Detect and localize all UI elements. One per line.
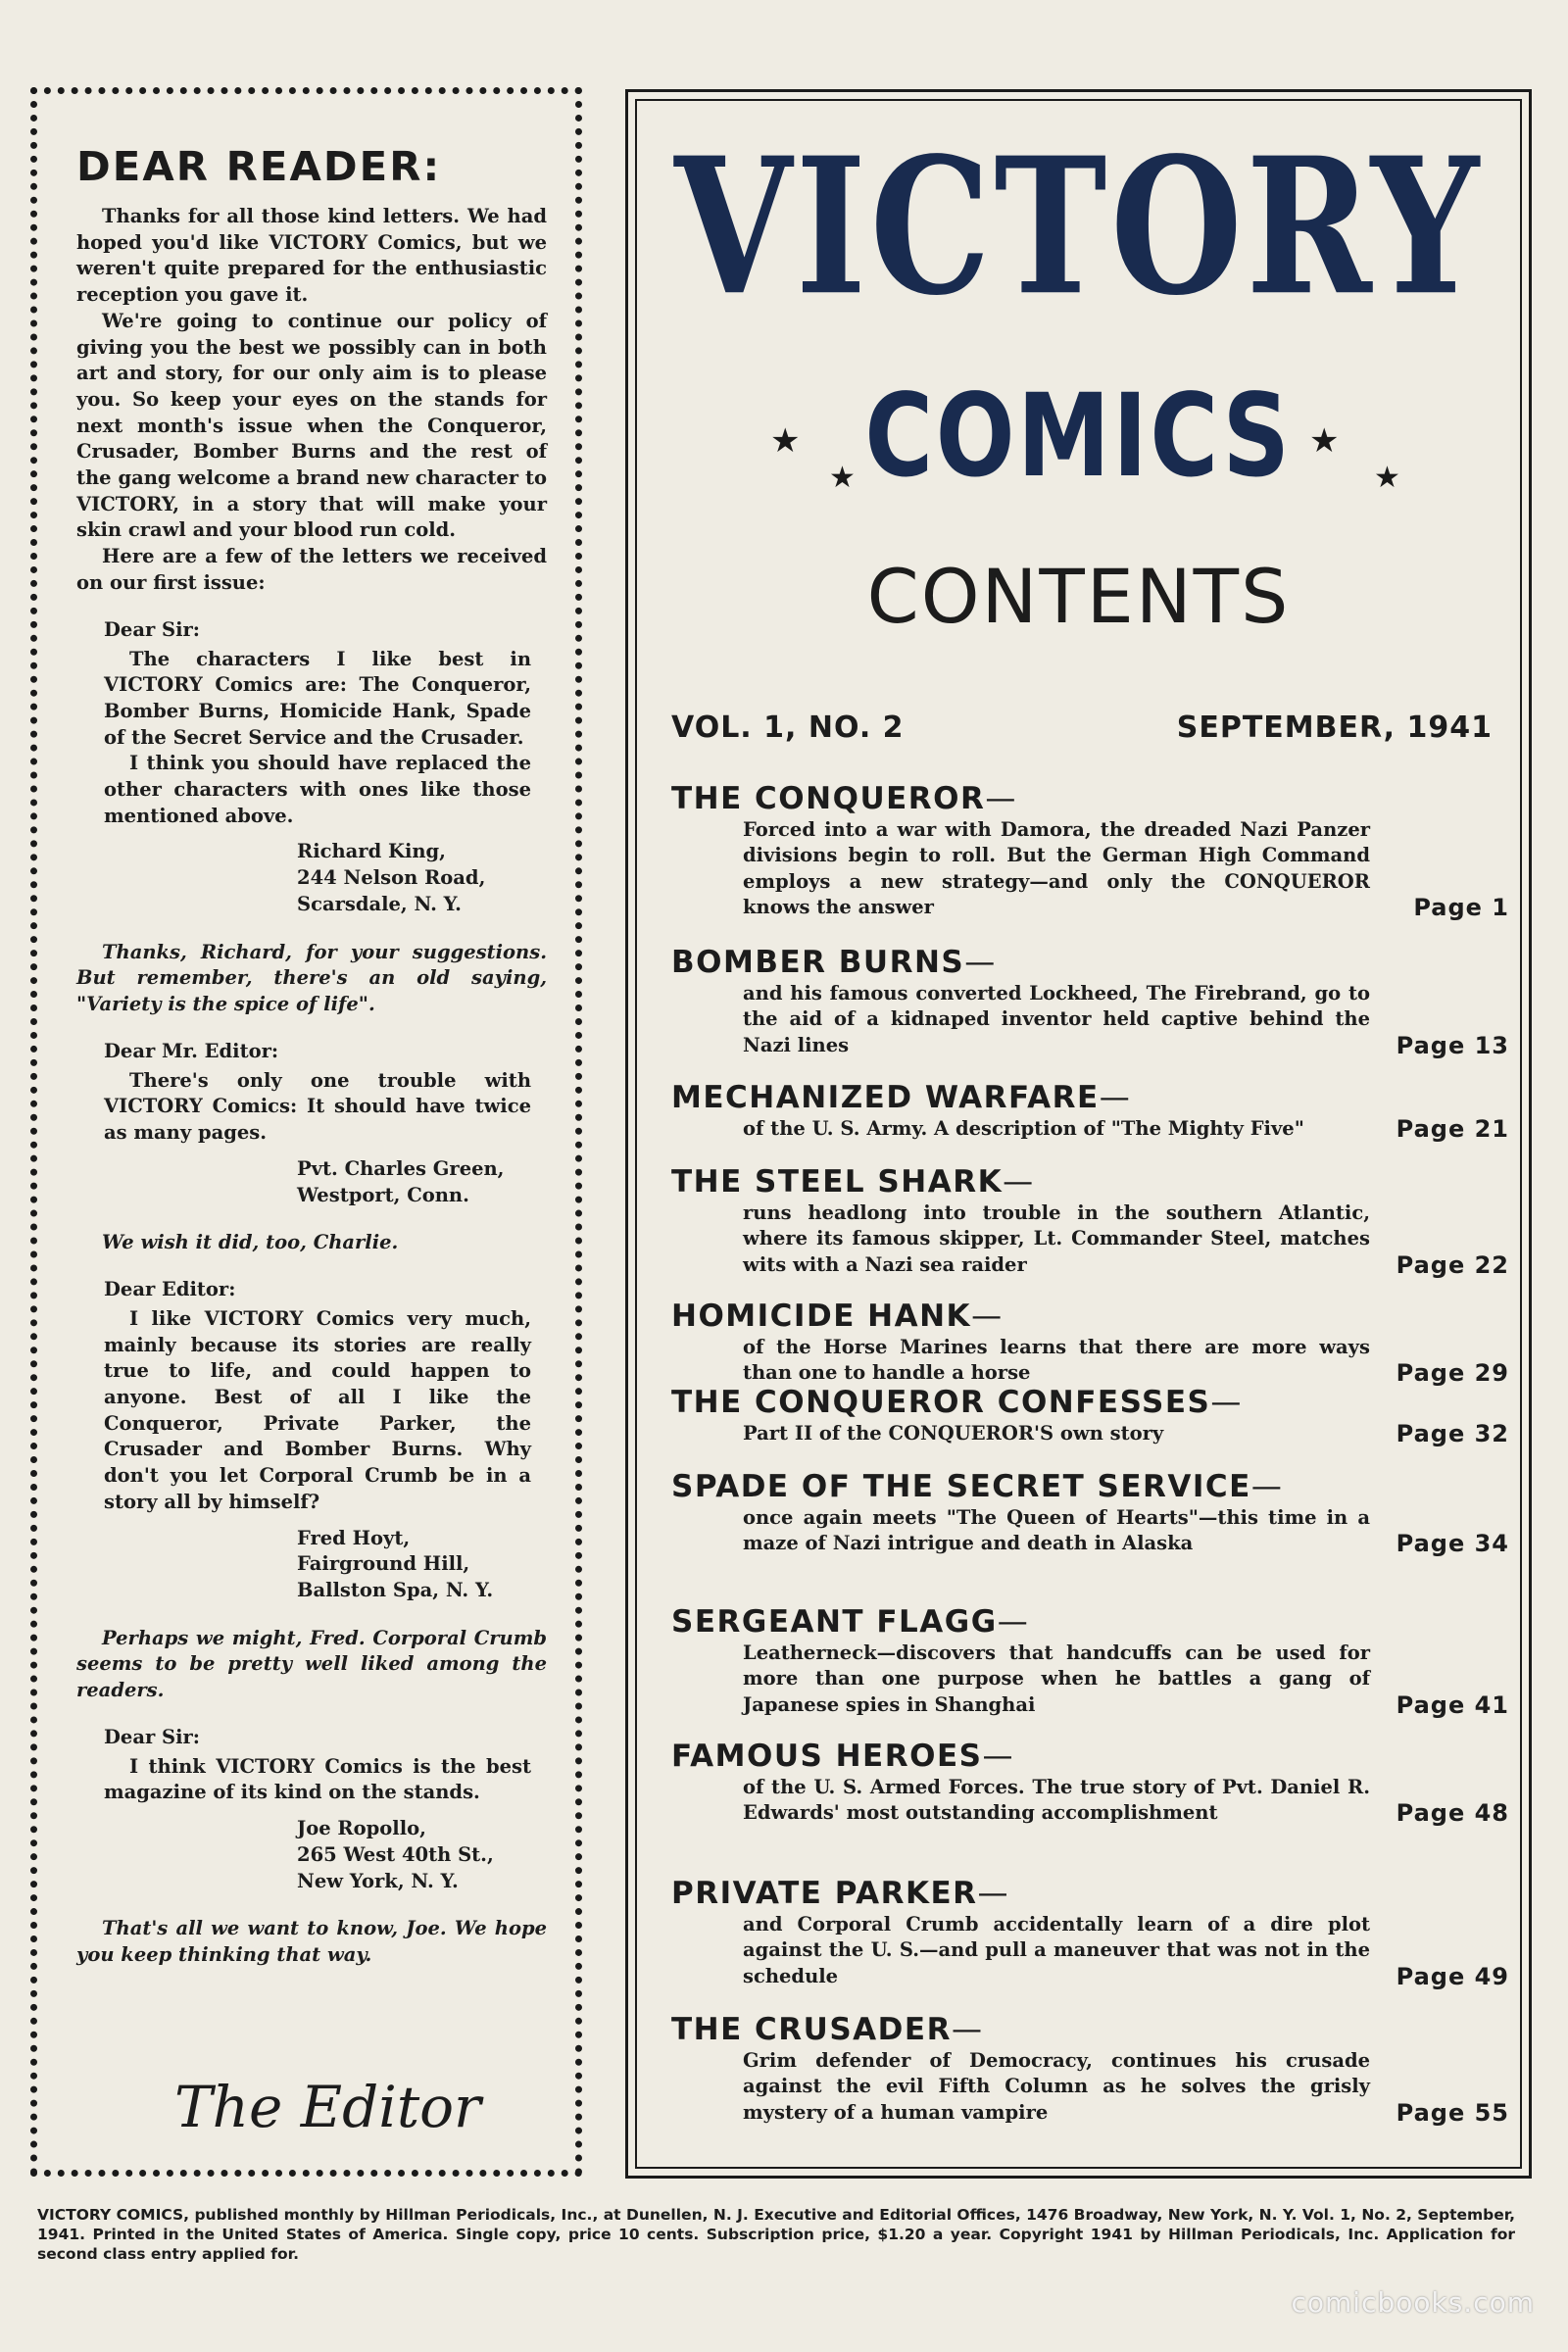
title-dash: — — [982, 1739, 1014, 1774]
entry-title — [671, 1740, 1509, 1775]
editor-signature: The Editor — [174, 2074, 481, 2140]
issue-date: SEPTEMBER, 1941 — [1176, 710, 1493, 745]
contents-entry — [637, 782, 1509, 921]
contents-heading: CONTENTS — [866, 553, 1291, 640]
entry-page-number: Page 55 — [1396, 2099, 1509, 2127]
letter-signature — [297, 1156, 547, 1208]
letter-signature — [297, 839, 547, 917]
entry-title — [671, 1877, 1509, 1912]
editor-reply: Thanks, Richard, for your suggestions. But remember, there's an old saying, "Variety is the spice of life". — [76, 940, 547, 1015]
entry-title — [671, 1165, 1509, 1200]
editor-reply: That's all we want to know, Joe. We hope you keep thinking that way. — [76, 1917, 547, 1966]
contents-entry — [637, 1386, 1509, 1446]
entry-page-number: Page 29 — [1396, 1359, 1509, 1387]
letter-body: I think VICTORY Comics is the best magazine of its kind on the stands. — [104, 1754, 531, 1804]
watermark: comicbooks.com — [1291, 2286, 1535, 2319]
signature-line: Ballston Spa, N. Y. — [297, 1578, 494, 1601]
entry-title-text: THE CRUSADER — [671, 2012, 952, 2047]
entry-title-text: FAMOUS HEROES — [671, 1739, 983, 1774]
entry-description: and his famous converted Lockheed, The Firebrand, go to the aid of a kidnaped inventor held captive behind the Nazi lines — [743, 981, 1370, 1056]
contents-entry — [637, 1740, 1509, 1827]
entry-title-text: THE STEEL SHARK — [671, 1164, 1004, 1200]
reader-letter — [76, 1278, 547, 1704]
victory-title: VICTORY — [674, 116, 1483, 337]
star-icon: ★ — [770, 421, 801, 461]
contents-box — [625, 89, 1532, 2179]
signature-line: Richard King, — [297, 840, 446, 863]
entry-description: Leatherneck—discovers that handcuffs can be used for more than one purpose when he battles a gang of Japanese spies in Shanghai — [743, 1641, 1370, 1716]
letter-body: I think you should have replaced the other characters with ones like those mentioned above. — [104, 752, 531, 827]
signature-line: Scarsdale, N. Y. — [297, 892, 462, 915]
entry-page-number: Page 34 — [1396, 1530, 1509, 1557]
entry-title-text: THE CONQUEROR CONFESSES — [671, 1385, 1211, 1420]
entry-title — [671, 1081, 1509, 1116]
signature-line: Pvt. Charles Green, — [297, 1156, 505, 1180]
entry-title — [671, 2013, 1509, 2048]
title-dash: — — [1099, 1080, 1132, 1115]
title-dash: — — [951, 2012, 984, 2047]
entry-page-number: Page 1 — [1413, 894, 1509, 921]
entry-description: of the U. S. Army. A description of "The Mighty Five" — [743, 1116, 1304, 1140]
entry-page-number: Page 13 — [1396, 1032, 1509, 1059]
letter-body: I like VICTORY Comics very much, mainly because its stories are really true to life, and could happen to anyone. Best of all I like the Conqueror, Private Parker, the Crusader and Bomber Burns. Why don't you let Corporal Crumb be in a story all by himself? — [104, 1306, 531, 1513]
intro-paragraph: Thanks for all those kind letters. We had hoped you'd like VICTORY Comics, but we weren't quite prepared for the enthusiastic reception you gave it. — [76, 205, 547, 307]
entry-title-text: MECHANIZED WARFARE — [671, 1080, 1100, 1115]
editor-reply: Perhaps we might, Fred. Corporal Crumb seems to be pretty well liked among the readers. — [76, 1626, 547, 1702]
signature-line: Fairground Hill, — [297, 1552, 470, 1576]
dear-reader-column — [76, 143, 547, 1969]
contents-entry — [637, 2013, 1509, 2126]
intro-paragraph: Here are a few of the letters we received on our first issue: — [76, 545, 547, 594]
entry-title — [671, 782, 1509, 817]
entry-description: of the Horse Marines learns that there are more ways than one to handle a horse — [743, 1335, 1370, 1385]
entry-page-number: Page 32 — [1396, 1420, 1509, 1447]
title-dash: — — [997, 1604, 1030, 1640]
contents-entry — [637, 1877, 1509, 1989]
contents-inner-border — [635, 99, 1522, 2169]
star-icon: ★ — [1374, 461, 1400, 495]
entry-title-text: SPADE OF THE SECRET SERVICE — [671, 1469, 1251, 1504]
signature-line: 265 West 40th St., — [297, 1842, 494, 1866]
star-icon: ★ — [1309, 421, 1340, 461]
letter-salutation: Dear Mr. Editor: — [104, 1039, 279, 1062]
entry-title — [671, 1386, 1509, 1421]
entry-title-text: BOMBER BURNS — [671, 945, 965, 980]
entry-description: once again meets "The Queen of Hearts"—this time in a maze of Nazi intrigue and death in Alaska — [743, 1505, 1370, 1555]
entry-title-text: PRIVATE PARKER — [671, 1876, 978, 1911]
volume-number: VOL. 1, NO. 2 — [671, 710, 905, 745]
entry-page-number: Page 41 — [1396, 1691, 1509, 1719]
signature-line: New York, N. Y. — [297, 1869, 459, 1892]
dear-reader-heading: DEAR READER: — [76, 143, 442, 190]
contents-entry — [637, 1165, 1509, 1278]
entry-title-text: HOMICIDE HANK — [671, 1298, 972, 1334]
signature-line: Westport, Conn. — [297, 1183, 469, 1206]
entry-title — [671, 1605, 1509, 1641]
editor-reply: We wish it did, too, Charlie. — [102, 1231, 399, 1254]
comics-title: COMICS — [864, 369, 1293, 503]
entry-page-number: Page 48 — [1396, 1799, 1509, 1827]
title-dash: — — [985, 781, 1017, 816]
publisher-note: VICTORY COMICS, published monthly by Hillman Periodicals, Inc., at Dunellen, N. J. Executive and Editorial Offices, 1476 Broadway, New York, N. Y. Vol. 1, No. 2, September, 1941. Printed in the United States of America. Single copy, price 10 cents. Subscription price, $1.20 a year. Copyright 1941 by Hillman Periodicals, Inc. Application for second class entry applied for. — [37, 2206, 1516, 2263]
title-dash: — — [971, 1298, 1004, 1334]
contents-entry — [637, 1299, 1509, 1387]
entry-title — [671, 1299, 1509, 1335]
title-dash: — — [964, 945, 997, 980]
dear-reader-box — [30, 87, 582, 2177]
title-dash: — — [1210, 1385, 1243, 1420]
reader-letter — [76, 1040, 547, 1256]
letter-signature — [297, 1526, 547, 1604]
entry-description: Forced into a war with Damora, the dreaded Nazi Panzer divisions begin to roll. But the German High Command employs a new strategy—and only the CONQUEROR knows the answer — [743, 817, 1370, 919]
letter-body: The characters I like best in VICTORY Comics are: The Conqueror, Bomber Burns, Homicide Hank, Spade of the Secret Service and the Crusader. — [104, 647, 531, 749]
contents-entry — [637, 1470, 1509, 1557]
contents-entry — [637, 1605, 1509, 1718]
entry-title — [671, 1470, 1509, 1505]
entry-page-number: Page 21 — [1396, 1115, 1509, 1143]
letter-salutation: Dear Editor: — [104, 1277, 236, 1300]
entry-description: Grim defender of Democracy, continues his crusade against the evil Fifth Column as he solves the grisly mystery of a human vampire — [743, 2048, 1370, 2124]
signature-line: Fred Hoyt, — [297, 1526, 411, 1549]
star-icon: ★ — [829, 461, 856, 495]
letter-body: There's only one trouble with VICTORY Comics: It should have twice as many pages. — [104, 1068, 531, 1145]
title-dash: — — [1003, 1164, 1035, 1200]
letter-salutation: Dear Sir: — [104, 1725, 200, 1748]
contents-entry — [637, 1081, 1509, 1142]
signature-line: Joe Ropollo, — [297, 1817, 426, 1840]
letter-signature — [297, 1816, 547, 1894]
intro-paragraph: We're going to continue our policy of giving you the best we possibly can in both art and story, for our only aim is to please you. So keep your eyes on the stands for next month's issue when the Conqueror, Crusader, Bomber Burns and the rest of the gang welcome a brand new character to VICTORY, in a story that will make your skin crawl and your blood run cold. — [76, 309, 547, 542]
entry-description: and Corporal Crumb accidentally learn of a dire plot against the U. S.—and pull a maneuver that was not in the schedule — [743, 1912, 1370, 1987]
entry-description: runs headlong into trouble in the southern Atlantic, where its famous skipper, Lt. Commander Steel, matches wits with a Nazi sea raider — [743, 1200, 1370, 1276]
signature-line: 244 Nelson Road, — [297, 866, 486, 890]
contents-entry — [637, 946, 1509, 1058]
entry-description: Part II of the CONQUEROR'S own story — [743, 1421, 1164, 1445]
entry-description: of the U. S. Armed Forces. The true story of Pvt. Daniel R. Edwards' most outstanding accomplishment — [743, 1775, 1370, 1825]
title-dash: — — [977, 1876, 1010, 1911]
entry-title-text: SERGEANT FLAGG — [671, 1604, 998, 1640]
reader-letter — [76, 1726, 547, 1969]
entry-page-number: Page 49 — [1396, 1963, 1509, 1990]
title-dash: — — [1250, 1469, 1284, 1504]
letter-salutation: Dear Sir: — [104, 617, 200, 641]
entry-title-text: THE CONQUEROR — [671, 781, 986, 816]
entry-page-number: Page 22 — [1396, 1251, 1509, 1279]
reader-letter — [76, 618, 547, 1018]
entry-title — [671, 946, 1509, 981]
